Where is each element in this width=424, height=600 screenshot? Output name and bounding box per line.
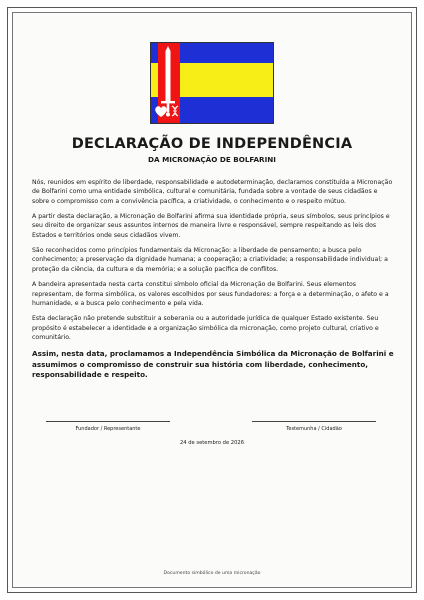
national-flag (150, 42, 274, 124)
paragraph: A partir desta declaração, a Micronação de Bolfarini afirma sua identidade própria, seus símbolos, seus princípios e seu direito de organizar seus assuntos internos de maneira livre e responsável, sempre respeitando as leis dos Estados e territórios onde seus cidadãos vivem. (32, 213, 390, 239)
closing-statement: Assim, nesta data, proclamamos a Independência Simbólica da Micronação de Bolfarini e assumimos o compromisso de construir sua história com liberdade, conhecimento, responsabilidade e respeito. (32, 349, 394, 380)
page-title: DECLARAÇÃO DE INDEPENDÊNCIA (71, 136, 353, 152)
page-subtitle: DA MICRONAÇÃO DE BOLFARINI (148, 155, 276, 164)
signature-label: Testemunha / Cidadão (286, 426, 342, 432)
paragraph: Esta declaração não pretende substituir a soberania ou a autoridade jurídica de qualquer Estado existente. Seu propósito é estabelecer a identidade e a organização simbólica da micronação, como projeto cultural, criativo e comunitário. (32, 315, 379, 341)
signature-label: Fundador / Representante (75, 426, 141, 432)
paragraph: A bandeira apresentada nesta carta constitui símbolo oficial da Micronação de Bolfarini. Seus elementos representam, de forma simbólica, os valores escolhidos por seus fundadores: a força e a determinação, o afeto e a humanidade, e a busca pelo conhecimento e pela vida. (32, 281, 389, 307)
paragraph: Nós, reunidos em espírito de liberdade, responsabilidade e autodeterminação, declaramos constituída a Micronação de Bolfarini como uma entidade simbólica, cultural e comunitária, fundada sobre a vontade de seus cidadãos e sobre o compromisso com a convivência pacífica, a criatividade, o conhecimento e o respeito mútuo. (32, 179, 393, 205)
declaration-body (32, 178, 394, 387)
declaration-date: 24 de setembro de 2026 (179, 440, 245, 446)
flag-left-edge-yellow (151, 63, 158, 97)
paragraph: São reconhecidos como princípios fundamentais da Micronação: a liberdade de pensamento; a busca pelo conhecimento; a preservação da dignidade humana; a cooperação; a criatividade; a responsabilidade individual; a proteção da ciência, da cultura e da memória; e a solução pacífica de conflitos. (32, 247, 388, 273)
signature-founder (46, 421, 170, 432)
footer-note: Documento simbólico de uma micronação (163, 571, 261, 576)
signature-witness (252, 421, 376, 432)
